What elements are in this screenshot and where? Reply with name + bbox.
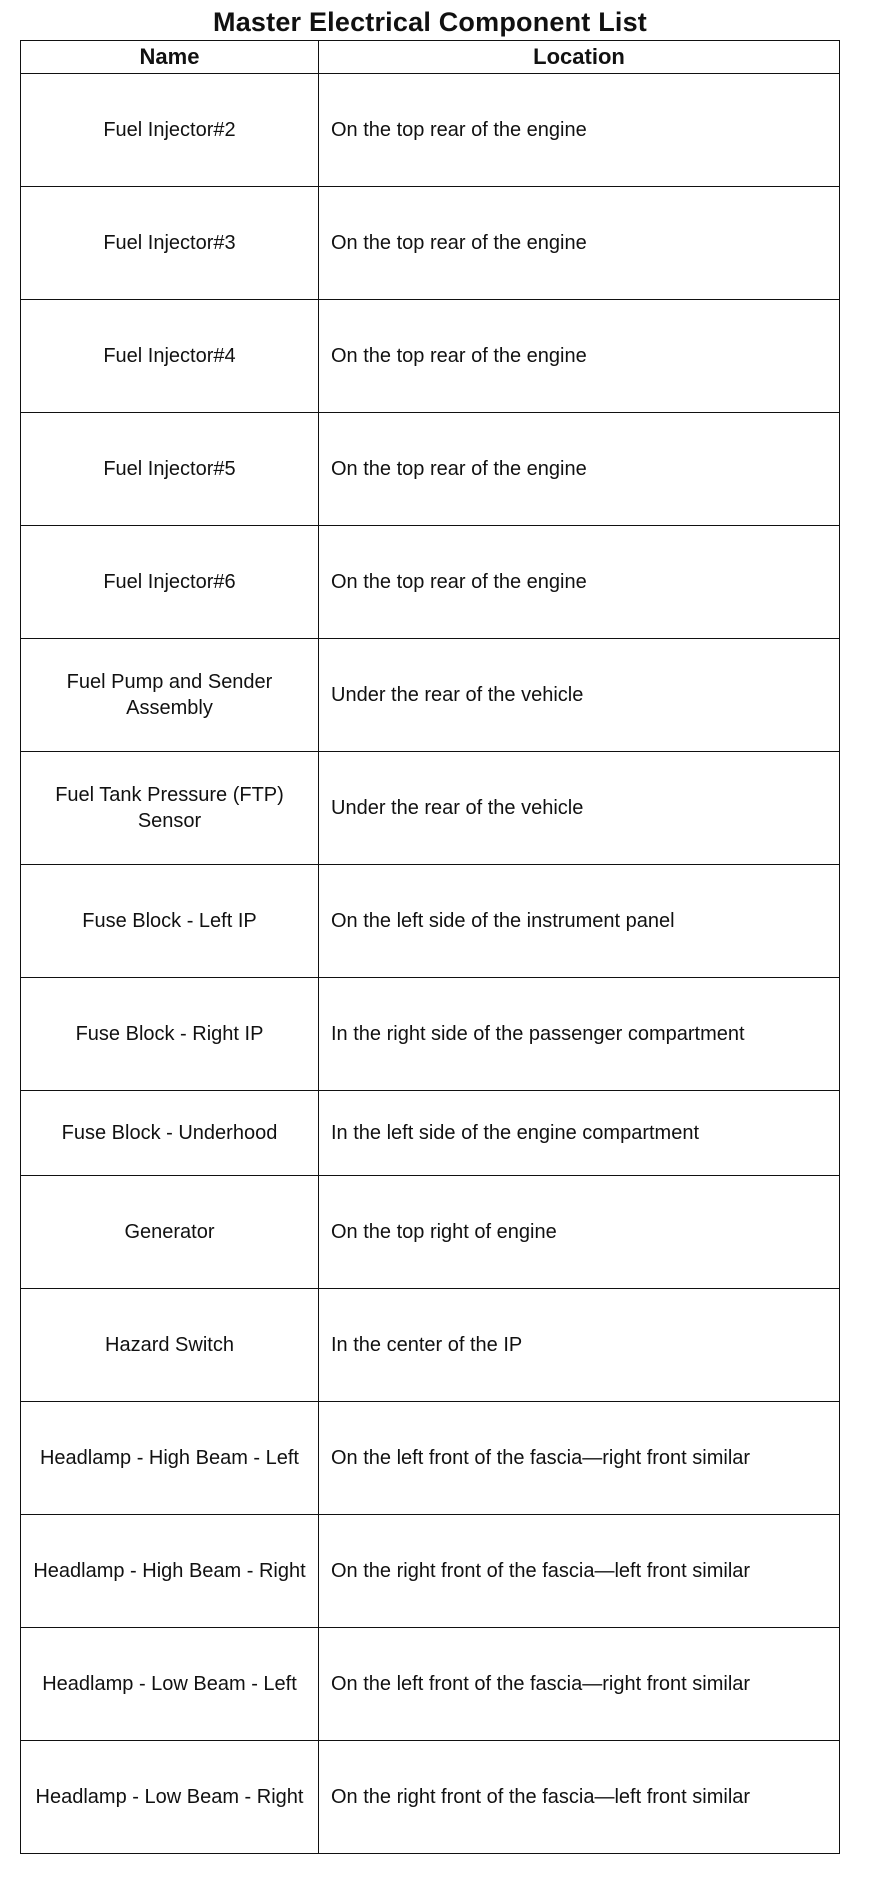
component-location: On the left front of the fascia—right front similar <box>319 1402 840 1515</box>
table-header-row <box>21 41 840 74</box>
table-row <box>21 1176 840 1289</box>
component-location: On the left front of the fascia—right front similar <box>319 1628 840 1741</box>
component-name: Hazard Switch <box>21 1289 319 1402</box>
component-name: Fuel Injector#5 <box>21 413 319 526</box>
table-row <box>21 639 840 752</box>
component-location: On the top rear of the engine <box>319 413 840 526</box>
table-row <box>21 865 840 978</box>
table-row <box>21 1741 840 1854</box>
component-location: On the top rear of the engine <box>319 300 840 413</box>
component-name: Headlamp - Low Beam - Right <box>21 1741 319 1854</box>
table-row <box>21 526 840 639</box>
component-location: In the left side of the engine compartment <box>319 1091 840 1176</box>
column-header-location: Location <box>319 41 840 74</box>
component-location: On the top right of engine <box>319 1176 840 1289</box>
table-row <box>21 978 840 1091</box>
component-name: Headlamp - Low Beam - Left <box>21 1628 319 1741</box>
table-row <box>21 187 840 300</box>
page-title: Master Electrical Component List <box>213 7 647 37</box>
component-table <box>20 40 840 1854</box>
table-row <box>21 1628 840 1741</box>
component-name: Fuel Injector#4 <box>21 300 319 413</box>
table-row <box>21 1289 840 1402</box>
component-name: Fuse Block - Underhood <box>21 1091 319 1176</box>
component-name: Fuel Injector#3 <box>21 187 319 300</box>
component-name: Generator <box>21 1176 319 1289</box>
component-location: On the top rear of the engine <box>319 526 840 639</box>
component-name: Headlamp - High Beam - Left <box>21 1402 319 1515</box>
column-header-name: Name <box>21 41 319 74</box>
component-location: On the right front of the fascia—left front similar <box>319 1741 840 1854</box>
component-name: Fuse Block - Left IP <box>21 865 319 978</box>
component-name: Fuse Block - Right IP <box>21 978 319 1091</box>
component-location: On the top rear of the engine <box>319 74 840 187</box>
component-location: On the left side of the instrument panel <box>319 865 840 978</box>
table-row <box>21 1515 840 1628</box>
component-location: On the right front of the fascia—left front similar <box>319 1515 840 1628</box>
table-row <box>21 752 840 865</box>
component-location: Under the rear of the vehicle <box>319 639 840 752</box>
component-name: Fuel Pump and Sender Assembly <box>21 639 319 752</box>
table-row <box>21 413 840 526</box>
component-location: In the center of the IP <box>319 1289 840 1402</box>
component-location: Under the rear of the vehicle <box>319 752 840 865</box>
table-row <box>21 300 840 413</box>
component-name: Headlamp - High Beam - Right <box>21 1515 319 1628</box>
component-name: Fuel Tank Pressure (FTP) Sensor <box>21 752 319 865</box>
table-row <box>21 1402 840 1515</box>
component-name: Fuel Injector#2 <box>21 74 319 187</box>
table-row <box>21 74 840 187</box>
table-row <box>21 1091 840 1176</box>
component-location: In the right side of the passenger compartment <box>319 978 840 1091</box>
component-location: On the top rear of the engine <box>319 187 840 300</box>
component-name: Fuel Injector#6 <box>21 526 319 639</box>
